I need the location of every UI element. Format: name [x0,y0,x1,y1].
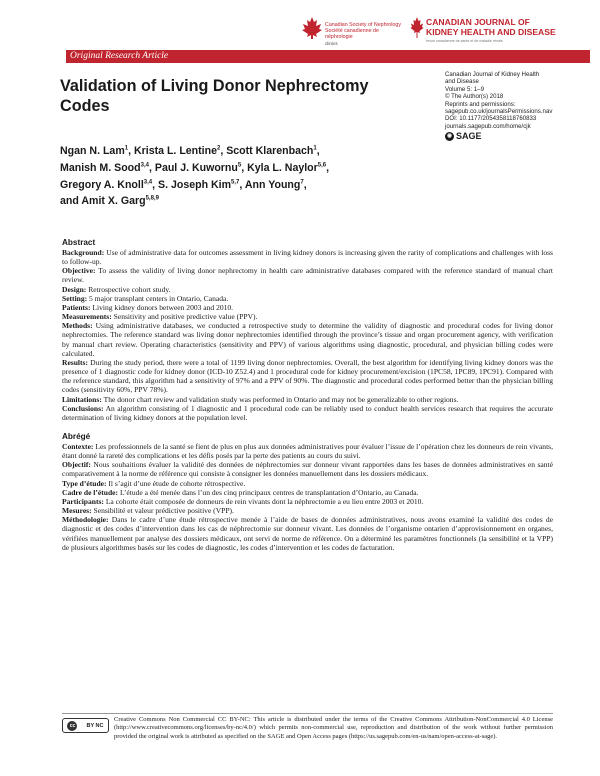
abstract-patients [62,303,553,312]
article-type-label: Original Research Article [70,51,169,61]
abstract-limitations [62,395,553,404]
author-affiliation: 1 [124,145,129,152]
author-name: S. Joseph Kim [158,178,232,191]
maple-leaf-icon [410,16,424,40]
abrege-heading: Abrégé [62,431,91,441]
license-text: Creative Commons Non Commercial CC BY-NC: This article is distributed under the terms of the Creative Commons Attribution-NonCommercial 4.0 License (http://www.creativecommons.org/licenses/by-nc/4.0/) which permits non-commercial use, reproduction and distribution of the work without further permission provided the original work is attributed as specified on the SAGE and Open Access pages (https://us.sagepub.com/en-us/nam/open-access-at-sage). [114,716,553,740]
section-label: Results: [62,357,88,367]
section-text: Dans le cadre d’une étude rétrospective menée à l’aide de bases de données administratives, nous avons examiné la validité des codes de diagnostic et des codes d’intervention dans les cas de néphrectomie sur donneur vivant. Les données de l’organisme ontarien d’approvisionnement en organes, vérifiées manuellement par analyse des dossiers médicaux, ont servi de norme de référence. On a déterminé les paramètres fonctionnels (la sensibilité et la VPP) de plusieurs algorithmes basés sur les codes de diagnostic, les codes d’intervention et les codes de facturation. [62,515,554,552]
section-label: Setting: [62,293,88,303]
society-name-fr: Société canadienne de néphrologie [325,28,379,41]
section-label: Type d’étude: [62,478,107,488]
abstract-measurements [62,312,553,321]
section-text: La cohorte était composée de donneurs de rein vivants dont la néphrectomie a eu lieu entre 2003 et 2010. [105,496,424,506]
section-label: Méthodologie: [62,515,109,525]
section-label: Contexte: [62,441,94,451]
maple-leaf-icon [301,16,323,40]
journal-logo-line-2: KIDNEY HEALTH AND DISEASE [426,26,556,37]
article-title: Validation of Living Donor Nephrectomy Codes [60,77,369,115]
section-text: To assess the validity of living donor nephrectomy in health care administrative databases compared with the reference standard of manual chart review. [62,266,553,285]
author-name: Kyla L. Naylor [247,161,318,174]
author-affiliation: 1 [313,145,317,152]
journal-homepage-link[interactable]: journals.sagepub.com/home/cjk [445,122,531,130]
abrege-cadre [62,488,553,497]
author-name: Gregory A. Knoll [60,178,144,191]
section-text: Sensitivity and positive predictive value (PPV). [113,312,258,322]
cc-license-badge [62,718,109,733]
abrege-type-etude [62,479,553,488]
abstract-conclusions [62,404,553,422]
abrege-participants [62,497,553,506]
section-text: Retrospective cohort study. [88,284,171,294]
section-label: Design: [62,284,87,294]
abrege-contexte [62,442,553,460]
section-text: 5 major transplant centers in Ontario, Canada. [89,293,229,303]
section-label: Methods: [62,321,93,331]
permissions-link[interactable]: sagepub.co.uk/journalsPermissions.nav [445,108,553,116]
journal-logo [410,14,590,50]
section-label: Cadre de l’étude: [62,487,119,497]
section-label: Participants: [62,496,104,506]
abrege-objectif [62,460,553,478]
abstract-heading: Abstract [62,238,96,247]
section-text: The donor chart review and validation study was performed in Ontario and may not be generalizable to other regions. [103,394,459,404]
author-affiliation: 2 [216,145,221,152]
author-name: Paul J. Kuwornu [154,161,238,174]
section-text: Living kidney donors between 2003 and 2010. [92,302,234,312]
author-affiliation: 5,7 [231,179,240,186]
volume-info: Volume 5: 1–9 [445,85,484,93]
author-affiliation: 3,4 [143,179,153,186]
abstract-body [62,238,553,552]
author-name: Amit X. Garg [81,195,146,208]
abrege-methodologie [62,515,553,552]
journal-name-line-2: and Disease [445,78,479,86]
abstract-objective [62,266,553,284]
publisher-logo [445,132,590,141]
author-affiliation: 7 [300,179,304,186]
author-name: Ngan N. Lam [60,145,125,157]
section-text: During the study period, there were a total of 1199 living donor nephrectomies. Overall, the best algorithm for identifying living kidney donors was the presence of 1 diagnostic code for kidney donor (ICD-10 Z52.4) and 1 procedural code for kidney procurement/excision (1PC58, 1PC89, 1PC91). Compared with the reference standard, this algorithm had a sensitivity of 97% and a PPV of 90%. The diagnostic and procedural codes performed better than the physician billing codes (sensitivity 60%, PPV 78%). [62,357,553,395]
sage-icon: ◉ [445,132,454,141]
author-list: Ngan N. Lam$^1$, Krista L. Lentine$^2$, Scott Klarenbach$^1$, Manish M. Sood$^{3,4}$, Paul J. Kuwornu$^5$, Kyla L. Naylor$^{5,6}$, Gregory A. Knoll$^{3,4}$, S. Joseph Kim$^{5,7}$, Ann Young$^7$, and Amit X. Garg$^{5,8,9}$ [60,145,330,208]
author-name: Ann Young [244,178,301,191]
publisher-name: SAGE [456,131,482,142]
section-text: Nous souhaitions évaluer la validité des données de néphrectomies sur donneur vivant rapportées dans les bases de données administratives en santé comparativement à la norme de référence qui consiste à consigner les données manuellement dans les dossiers médicaux. [62,460,553,479]
author-name: Krista L. Lentine [133,145,217,157]
creative-commons-icon: cc [67,721,77,731]
author-affiliation: 5,8,9 [145,195,159,202]
section-label: Background: [62,248,105,257]
reprints-label: Reprints and permissions: [445,100,516,108]
section-text: Use of administrative data for outcomes assessment in living kidney donors is increasing given the rarity of complications and challenges with loss to follow-up. [62,248,553,267]
section-label: Mesures: [62,506,92,516]
copyright: © The Author(s) 2018 [445,93,504,101]
article-type-banner [66,50,590,63]
section-label: Objectif: [62,460,91,470]
society-name-en: Canadian Society of Nephrology [325,22,401,28]
cc-badge-label: BY NC [86,722,104,729]
section-text: Sensibilité et valeur prédictive positive (VPP). [93,506,234,516]
doi[interactable]: DOI: 10.1177/2054358118760833 [445,115,537,123]
section-label: Measurements: [62,312,112,322]
section-text: Les professionnels de la santé se fient de plus en plus aux données administratives pour évaluer l’issue de l’opération chez les donneurs de rein vivants, étant donné la rareté des complications et les défis posés par la perte des patients au cours du suivi. [62,441,553,461]
abstract-results [62,358,553,395]
journal-name-line-1: Canadian Journal of Kidney Health [445,71,540,78]
section-label: Conclusions: [62,403,104,413]
journal-logo-subtitle: revue canadienne de santé et de maladie rénale [426,39,503,43]
footer-divider [62,713,553,714]
section-text: L’étude a été menée dans l’un des cinq principaux centres de transplantation d’Ontario, au Canada. [119,487,419,497]
abrege-mesures [62,506,553,515]
abstract-setting [62,294,553,303]
section-text: Il s’agit d’une étude de cohorte rétrospective. [108,478,246,488]
author-name: Manish M. Sood [60,161,141,174]
society-logo [295,14,405,50]
abstract-methods [62,321,553,358]
author-affiliation: 5 [237,162,242,169]
section-label: Patients: [62,302,91,312]
abstract-design [62,285,553,294]
author-affiliation: 3,4 [140,162,149,169]
section-label: Limitations: [62,394,102,404]
journal-info [445,71,590,141]
journal-logo-line-1: CANADIAN JOURNAL OF [426,17,530,27]
section-text: Using administrative databases, we conducted a retrospective study to determine the validity of diagnostic and procedural codes for living donor nephrectomies. The reference standard was living donor nephrectomies identified through the province’s tissue and organ procurement agency, with verification by manual chart review. Operating characteristics (sensitivity and PPV) of various algorithms using diagnostic, procedural, and physician billing codes were calculated. [62,321,553,358]
abstract-background [62,248,553,266]
author-name: Scott Klarenbach [226,145,314,157]
section-text: An algorithm consisting of 1 diagnostic and 1 procedural code can be reliably used to conduct health services research that requires the accurate determination of living kidney donors at the population level. [62,403,553,422]
author-affiliation: 5,6 [317,162,327,169]
society-name-sub: clinics [325,40,338,46]
section-label: Objective: [62,266,96,276]
